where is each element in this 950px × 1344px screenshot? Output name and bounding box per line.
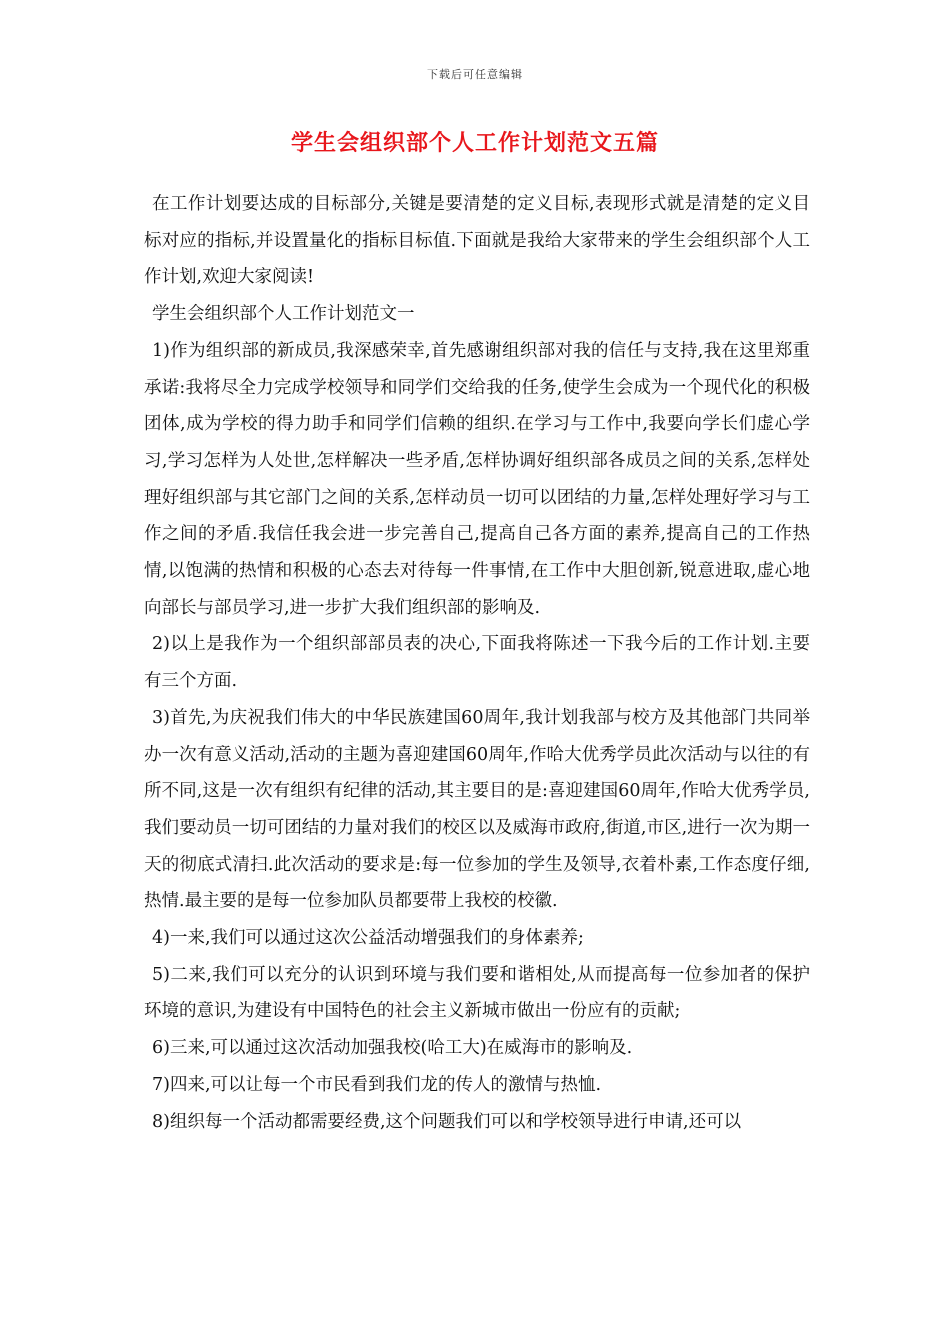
paragraph-5: 5)二来,我们可以充分的认识到环境与我们要和谐相处,从而提高每一位参加者的保护环境的意识,为建设有中国特色的社会主义新城市做出一份应有的贡献; <box>144 964 810 1022</box>
paragraph-6: 6)三来,可以通过这次活动加强我校(哈工大)在威海市的影响及. <box>152 1038 633 1059</box>
paragraph-1: 1)作为组织部的新成员,我深感荣幸,首先感谢组织部对我的信任与支持,我在这里郑重承诺:我将尽全力完成学校领导和同学们交给我的任务,使学生会成为一个现代化的积极团体,成为学校的得力助手和同学们信赖的组织.在学习与工作中,我要向学长们虚心学习,学习怎样为人处世,怎样解决一些矛盾,怎样协调好组织部各成员之间的关系,怎样处理好组织部与其它部门之间的关系,怎样动员一切可以团结的力量,怎样处理好学习与工作之间的矛盾.我信任我会进一步完善自己,提高自己各方面的素养,提高自己的工作热情,以饱满的热情和积极的心态去对待每一件事情,在工作中大胆创新,锐意进取,虚心地向部长与部员学习,进一步扩大我们组织部的影响及. <box>144 340 810 618</box>
paragraph-7: 7)四来,可以让每一个市民看到我们龙的传人的激情与热恤. <box>152 1074 602 1095</box>
section-heading: 学生会组织部个人工作计划范文一 <box>152 304 415 325</box>
paragraph-2: 2)以上是我作为一个组织部部员表的决心,下面我将陈述一下我今后的工作计划.主要有三个方面. <box>144 634 810 692</box>
document-body <box>144 186 810 1140</box>
paragraph-8: 8)组织每一个活动都需要经费,这个问题我们可以和学校领导进行申请,还可以 <box>152 1111 742 1132</box>
header-note: 下载后可任意编辑 <box>427 68 523 81</box>
paragraph-3: 3)首先,为庆祝我们伟大的中华民族建国60周年,我计划我部与校方及其他部门共同举办一次有意义活动,活动的主题为喜迎建国60周年,作哈大优秀学员此次活动与以往的有所不同,这是一次有组织有纪律的活动,其主要目的是:喜迎建国60周年,作哈大优秀学员,我们要动员一切可团结的力量对我们的校区以及威海市政府,街道,市区,进行一次为期一天的彻底式清扫.此次活动的要求是:每一位参加的学生及领导,衣着朴素,工作态度仔细,热情.最主要的是每一位参加队员都要带上我校的校徽. <box>144 707 810 912</box>
document-title: 学生会组织部个人工作计划范文五篇 <box>290 130 659 156</box>
intro-paragraph: 在工作计划要达成的目标部分,关键是要清楚的定义目标,表现形式就是清楚的定义目标对应的指标,并设置量化的指标目标值.下面就是我给大家带来的学生会组织部个人工作计划,欢迎大家阅读! <box>144 194 810 288</box>
paragraph-4: 4)一来,我们可以通过这次公益活动增强我们的身体素养; <box>152 928 584 949</box>
